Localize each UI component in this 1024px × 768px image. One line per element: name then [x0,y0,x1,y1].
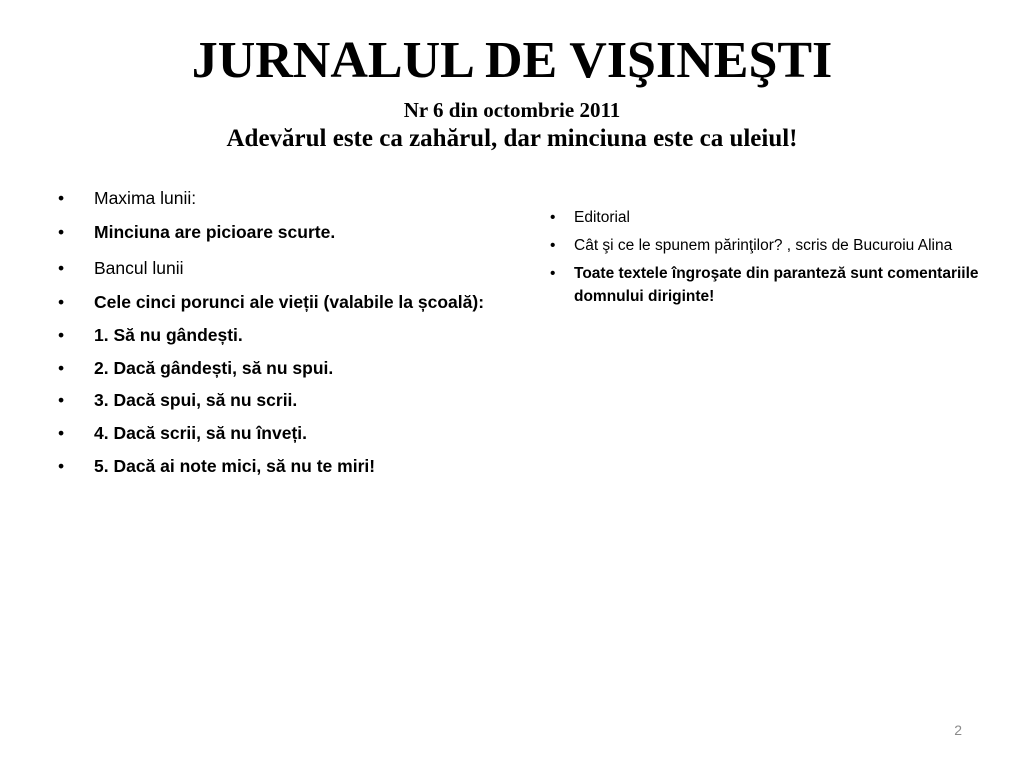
bullet-icon: • [58,324,65,345]
list-item-text: Maxima lunii: [94,188,197,208]
list-item-text: 5. Dacă ai note mici, să nu te miri! [94,455,376,476]
issue-subtitle: Nr 6 din octombrie 2011 [403,98,621,122]
list-item [58,356,538,389]
bullet-icon: • [550,209,556,226]
list-item [58,186,538,220]
bullet-icon: • [58,222,65,242]
list-item [58,256,538,290]
bullet-icon: • [58,258,65,278]
bullet-icon: • [58,188,65,208]
bullet-icon: • [58,390,65,411]
list-item [58,454,538,487]
list-item [58,388,538,421]
right-bullet-list [550,206,990,313]
list-item [550,234,990,257]
title-block [0,30,1024,154]
left-bullet-list [58,186,538,487]
list-item-text: Toate textele îngroşate din paranteză sunt comentariile domnului diriginte! [574,265,979,305]
bullet-icon: • [58,423,65,444]
list-item-text: 3. Dacă spui, să nu scrii. [94,390,298,411]
list-item [550,262,990,308]
motto: Adevărul este ca zahărul, dar minciuna este ca uleiul! [226,125,798,152]
list-item-text: 2. Dacă gândești, să nu spui. [94,357,334,378]
list-item [58,290,538,323]
list-item [58,323,538,356]
list-item-text: Minciuna are picioare scurte. [94,222,336,242]
bullet-icon: • [58,357,65,378]
list-item-text: Editorial [574,209,630,226]
list-item-text: Cele cinci porunci ale vieții (valabile la școală): [94,292,485,312]
list-item-text: Bancul lunii [94,258,184,278]
bullet-icon: • [550,237,556,254]
list-item-text: 4. Dacă scrii, să nu înveți. [94,423,308,444]
page-title: JURNALUL DE VIŞINEŞTI [191,32,833,89]
list-item-text: Cât şi ce le spunem părinţilor? , scris de Bucuroiu Alina [574,237,953,254]
page-number: 2 [954,722,962,738]
list-item [58,421,538,454]
bullet-icon: • [58,455,65,476]
list-item-text: 1. Să nu gândești. [94,324,243,345]
list-item [58,220,538,256]
bullet-icon: • [58,292,65,312]
list-item [550,206,990,229]
bullet-icon: • [550,265,556,282]
